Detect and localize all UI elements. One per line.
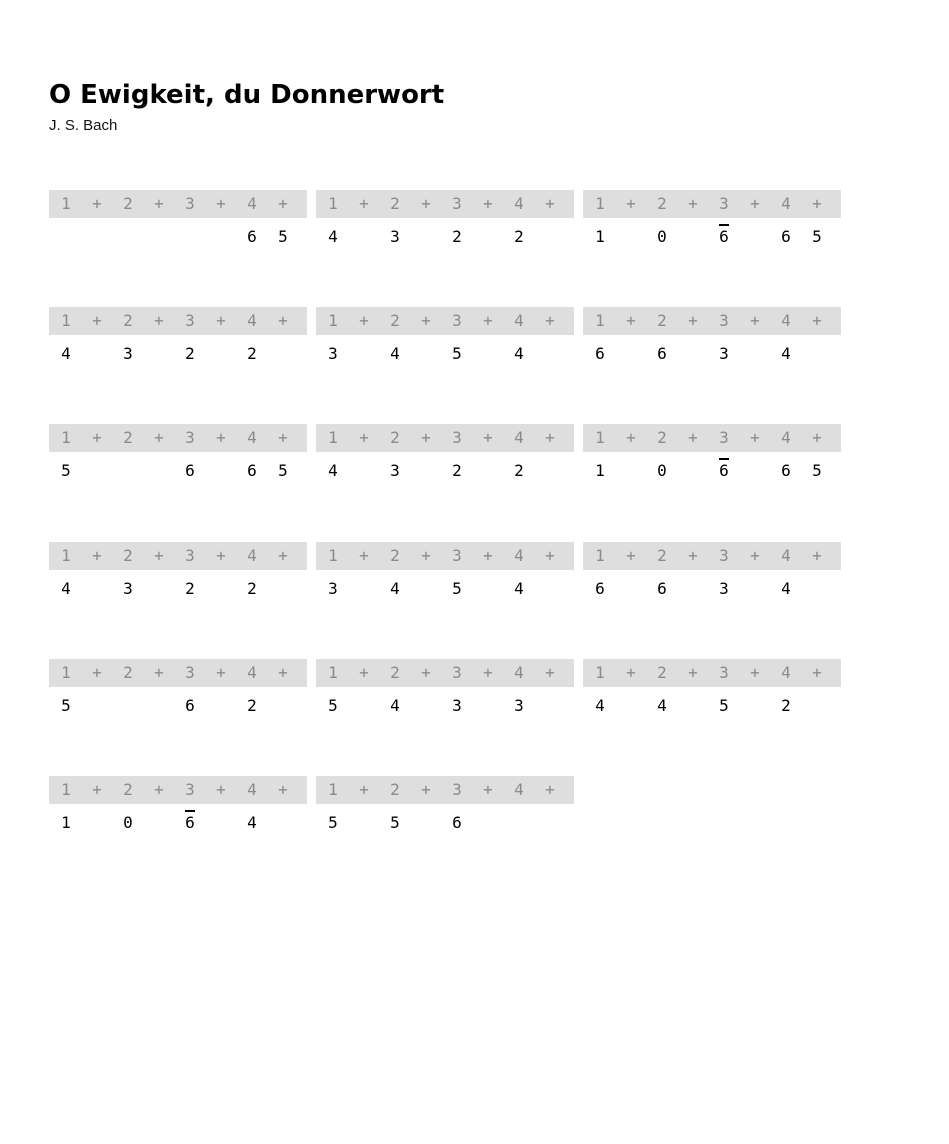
beat-label: + (154, 311, 164, 330)
beat-label: + (626, 663, 636, 682)
note-number: 2 (185, 579, 195, 598)
beat-label: 4 (514, 546, 524, 565)
beat-label: 2 (390, 663, 400, 682)
measure (583, 542, 841, 602)
composer-name: J. S. Bach (49, 117, 118, 134)
beat-label: 4 (247, 546, 257, 565)
beat-label: 4 (781, 311, 791, 330)
beat-label: + (812, 311, 822, 330)
beat-counter-bar (583, 659, 841, 687)
beat-label: 1 (595, 194, 605, 213)
beat-label: + (483, 194, 493, 213)
beat-counter-bar (583, 307, 841, 335)
measure (49, 424, 307, 484)
beat-label: 1 (328, 780, 338, 799)
note-number: 4 (781, 344, 791, 363)
measure (316, 190, 574, 250)
note-number: 4 (390, 344, 400, 363)
beat-label: 1 (328, 194, 338, 213)
note-number: 6 (247, 461, 257, 480)
beat-label: 2 (657, 428, 667, 447)
beat-label: 1 (61, 311, 71, 330)
note-number: 5 (452, 344, 462, 363)
beat-label: + (688, 663, 698, 682)
note-number: 6 (657, 344, 667, 363)
beat-label: 4 (781, 194, 791, 213)
beat-label: + (92, 194, 102, 213)
beat-label: 2 (657, 311, 667, 330)
beat-label: + (421, 546, 431, 565)
beat-label: 2 (390, 546, 400, 565)
note-number: 5 (390, 813, 400, 832)
note-number: 2 (185, 344, 195, 363)
beat-counter-bar (49, 542, 307, 570)
note-number: 3 (123, 579, 133, 598)
beat-label: 2 (123, 428, 133, 447)
beat-label: + (421, 780, 431, 799)
beat-label: 2 (390, 428, 400, 447)
measure (49, 776, 307, 836)
beat-label: + (750, 194, 760, 213)
beat-label: 4 (781, 546, 791, 565)
beat-label: + (92, 663, 102, 682)
beat-label: + (483, 663, 493, 682)
beat-label: + (278, 194, 288, 213)
note-number: 3 (514, 696, 524, 715)
note-number: 3 (452, 696, 462, 715)
note-number: 4 (514, 344, 524, 363)
beat-label: 3 (185, 194, 195, 213)
beat-label: + (483, 428, 493, 447)
beat-label: 3 (452, 311, 462, 330)
beat-label: + (216, 780, 226, 799)
note-number: 4 (328, 461, 338, 480)
beat-label: 2 (657, 663, 667, 682)
beat-label: 2 (390, 194, 400, 213)
note-number: 6 (714, 460, 734, 482)
beat-label: + (545, 546, 555, 565)
beat-label: 2 (123, 194, 133, 213)
beat-label: 3 (452, 663, 462, 682)
beat-label: + (278, 311, 288, 330)
beat-label: + (359, 546, 369, 565)
note-number: 3 (719, 579, 729, 598)
beat-label: 3 (185, 546, 195, 565)
beat-label: 1 (328, 546, 338, 565)
note-number: 5 (278, 227, 288, 246)
note-number: 4 (514, 579, 524, 598)
beat-label: + (92, 546, 102, 565)
note-number: 4 (247, 813, 257, 832)
beat-label: 4 (514, 663, 524, 682)
note-number: 3 (123, 344, 133, 363)
note-number: 4 (781, 579, 791, 598)
beat-label: 2 (657, 194, 667, 213)
note-number: 2 (247, 344, 257, 363)
note-number: 3 (719, 344, 729, 363)
beat-label: + (483, 780, 493, 799)
beat-label: 3 (452, 780, 462, 799)
beat-label: + (626, 311, 636, 330)
beat-label: + (812, 194, 822, 213)
beat-label: 4 (781, 663, 791, 682)
beat-label: + (483, 546, 493, 565)
beat-label: 3 (185, 780, 195, 799)
note-number: 5 (719, 696, 729, 715)
beat-label: + (545, 663, 555, 682)
beat-label: + (545, 428, 555, 447)
note-number: 6 (781, 227, 791, 246)
measure (583, 659, 841, 719)
beat-label: 4 (514, 428, 524, 447)
beat-label: + (154, 663, 164, 682)
beat-label: 3 (719, 311, 729, 330)
beat-label: 1 (595, 311, 605, 330)
note-number: 2 (514, 227, 524, 246)
measure (316, 776, 574, 836)
beat-label: 4 (247, 780, 257, 799)
note-number: 2 (452, 461, 462, 480)
note-number: 2 (247, 696, 257, 715)
beat-label: 1 (595, 546, 605, 565)
note-number: 4 (595, 696, 605, 715)
note-number: 3 (328, 579, 338, 598)
measure (316, 659, 574, 719)
note-number: 1 (595, 227, 605, 246)
beat-label: 4 (247, 663, 257, 682)
note-number: 4 (390, 696, 400, 715)
beat-label: + (688, 311, 698, 330)
note-number: 5 (278, 461, 288, 480)
note-number: 0 (657, 227, 667, 246)
beat-counter-bar (316, 424, 574, 452)
beat-label: + (750, 311, 760, 330)
beat-label: + (688, 546, 698, 565)
note-number: 0 (657, 461, 667, 480)
note-number: 6 (185, 696, 195, 715)
beat-label: 4 (781, 428, 791, 447)
beat-label: + (154, 428, 164, 447)
measure (583, 307, 841, 367)
measure (49, 542, 307, 602)
note-number: 6 (180, 812, 200, 834)
beat-label: + (545, 311, 555, 330)
beat-counter-bar (49, 776, 307, 804)
beat-label: 4 (514, 780, 524, 799)
beat-label: + (812, 428, 822, 447)
measure (316, 424, 574, 484)
beat-label: + (154, 780, 164, 799)
beat-counter-bar (49, 424, 307, 452)
beat-label: + (278, 546, 288, 565)
beat-label: 1 (61, 194, 71, 213)
measure (49, 659, 307, 719)
note-number: 2 (514, 461, 524, 480)
beat-label: 4 (247, 311, 257, 330)
beat-label: + (421, 311, 431, 330)
beat-label: + (92, 311, 102, 330)
note-number: 5 (328, 696, 338, 715)
beat-label: 3 (452, 546, 462, 565)
beat-label: 3 (185, 663, 195, 682)
measure (49, 190, 307, 250)
note-number: 6 (595, 579, 605, 598)
note-number: 0 (123, 813, 133, 832)
beat-label: 2 (123, 663, 133, 682)
beat-label: 3 (719, 194, 729, 213)
beat-label: + (216, 311, 226, 330)
beat-label: 1 (595, 663, 605, 682)
beat-label: 4 (514, 311, 524, 330)
beat-label: + (278, 663, 288, 682)
beat-label: + (359, 311, 369, 330)
measure (316, 307, 574, 367)
beat-label: + (421, 194, 431, 213)
beat-label: 3 (452, 194, 462, 213)
beat-label: + (545, 780, 555, 799)
beat-counter-bar (316, 190, 574, 218)
beat-label: + (545, 194, 555, 213)
note-number: 3 (328, 344, 338, 363)
beat-label: 2 (390, 780, 400, 799)
beat-label: + (92, 428, 102, 447)
beat-label: 1 (61, 428, 71, 447)
note-number: 3 (390, 461, 400, 480)
beat-label: + (626, 428, 636, 447)
beat-label: + (750, 428, 760, 447)
page-title: O Ewigkeit, du Donnerwort (49, 80, 445, 110)
beat-label: 1 (328, 663, 338, 682)
note-number: 6 (595, 344, 605, 363)
beat-label: 2 (123, 546, 133, 565)
beat-label: + (92, 780, 102, 799)
beat-label: + (216, 663, 226, 682)
beat-label: 2 (123, 780, 133, 799)
beat-label: + (688, 194, 698, 213)
beat-counter-bar (316, 542, 574, 570)
beat-label: 1 (328, 311, 338, 330)
beat-counter-bar (583, 424, 841, 452)
beat-label: 2 (390, 311, 400, 330)
beat-label: + (278, 780, 288, 799)
note-number: 2 (247, 579, 257, 598)
beat-label: + (626, 194, 636, 213)
beat-label: + (750, 546, 760, 565)
note-number: 6 (185, 461, 195, 480)
beat-counter-bar (583, 542, 841, 570)
note-number: 5 (812, 461, 822, 480)
beat-label: 4 (247, 428, 257, 447)
beat-counter-bar (583, 190, 841, 218)
beat-counter-bar (316, 307, 574, 335)
beat-label: 1 (61, 780, 71, 799)
beat-label: 3 (719, 663, 729, 682)
note-number: 1 (595, 461, 605, 480)
beat-label: 1 (328, 428, 338, 447)
beat-label: + (216, 546, 226, 565)
note-number: 4 (61, 344, 71, 363)
beat-label: + (626, 546, 636, 565)
measure (49, 307, 307, 367)
note-number: 5 (61, 461, 71, 480)
note-number: 1 (61, 813, 71, 832)
note-number: 5 (452, 579, 462, 598)
beat-label: + (688, 428, 698, 447)
beat-label: + (421, 663, 431, 682)
beat-label: 3 (452, 428, 462, 447)
beat-label: 2 (123, 311, 133, 330)
beat-label: + (154, 194, 164, 213)
beat-label: + (359, 663, 369, 682)
note-number: 4 (61, 579, 71, 598)
beat-label: + (216, 194, 226, 213)
note-number: 5 (61, 696, 71, 715)
beat-counter-bar (49, 659, 307, 687)
note-number: 4 (390, 579, 400, 598)
beat-label: 2 (657, 546, 667, 565)
note-number: 4 (328, 227, 338, 246)
beat-label: + (421, 428, 431, 447)
note-number: 6 (247, 227, 257, 246)
beat-label: + (216, 428, 226, 447)
note-number: 6 (781, 461, 791, 480)
beat-label: 3 (185, 311, 195, 330)
beat-counter-bar (316, 659, 574, 687)
measure (583, 190, 841, 250)
beat-label: + (812, 663, 822, 682)
note-number: 3 (390, 227, 400, 246)
measure (583, 424, 841, 484)
beat-label: + (154, 546, 164, 565)
beat-label: + (359, 428, 369, 447)
beat-label: 1 (595, 428, 605, 447)
beat-counter-bar (49, 307, 307, 335)
note-number: 6 (452, 813, 462, 832)
beat-label: 3 (719, 546, 729, 565)
note-number: 2 (781, 696, 791, 715)
beat-label: 4 (247, 194, 257, 213)
beat-label: 3 (719, 428, 729, 447)
beat-label: + (483, 311, 493, 330)
beat-label: 1 (61, 546, 71, 565)
note-number: 5 (812, 227, 822, 246)
beat-label: 3 (185, 428, 195, 447)
note-number: 6 (657, 579, 667, 598)
beat-counter-bar (49, 190, 307, 218)
note-number: 4 (657, 696, 667, 715)
beat-label: + (359, 780, 369, 799)
note-number: 5 (328, 813, 338, 832)
measure (316, 542, 574, 602)
beat-label: 4 (514, 194, 524, 213)
note-number: 2 (452, 227, 462, 246)
beat-label: + (750, 663, 760, 682)
beat-label: + (278, 428, 288, 447)
beat-label: + (359, 194, 369, 213)
beat-label: + (812, 546, 822, 565)
beat-counter-bar (316, 776, 574, 804)
beat-label: 1 (61, 663, 71, 682)
note-number: 6 (714, 226, 734, 248)
